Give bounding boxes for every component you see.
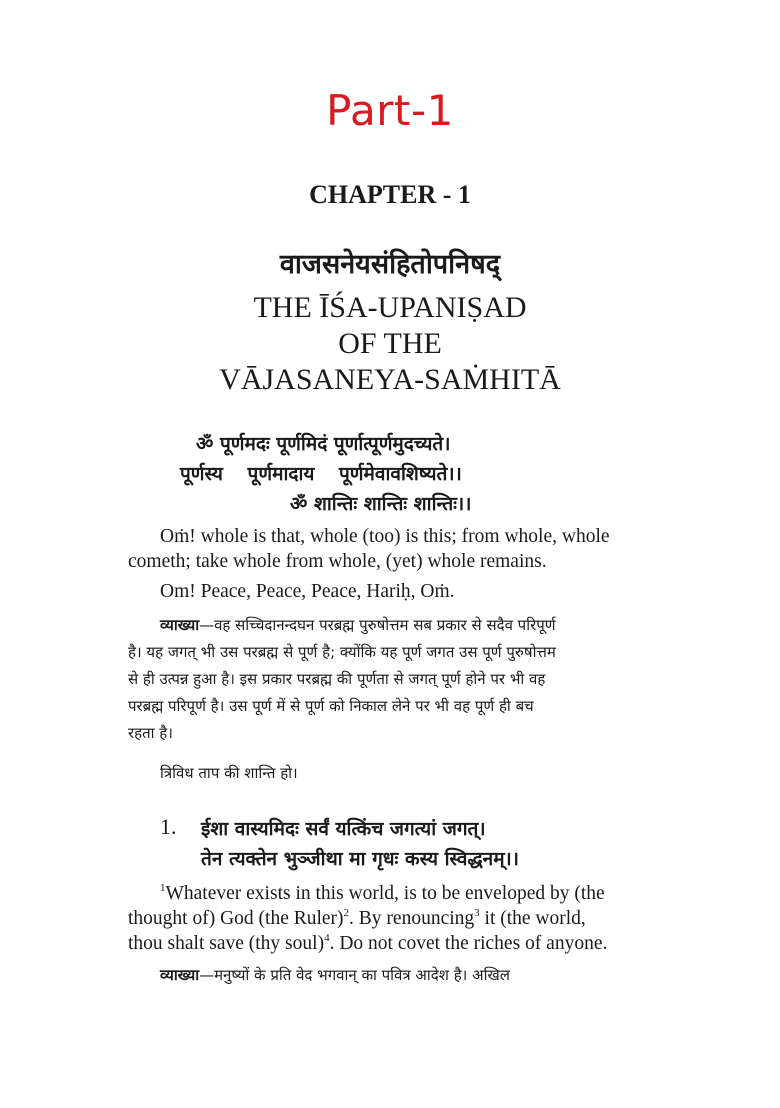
verse-translation-line-3	[128, 931, 607, 956]
commentary-line-4: परब्रह्म परिपूर्ण है। उस पूर्ण में से पूर्ण को निकाल लेने पर भी वह पूर्ण ही बच	[128, 697, 534, 715]
translation-text: thought of) God (the Ruler)	[128, 908, 344, 929]
translation-text: it (the world,	[479, 908, 586, 929]
commentary-text: —मनुष्यों के प्रति वेद भगवान् का पवित्र आदेश है। अखिल	[199, 966, 510, 984]
english-title-line-2: OF THE	[338, 327, 442, 360]
english-title-line-3: VĀJASANEYA-SAṀHITĀ	[219, 363, 561, 396]
footnote-marker: 1	[160, 882, 166, 894]
commentary-line-1	[160, 612, 556, 639]
verse-1-line-2: तेन त्यक्तेन भुञ्जीथा मा गृधः कस्य स्विद्धनम्।।	[201, 848, 519, 870]
verse-number: 1.	[160, 814, 177, 839]
footnote-marker: 4	[324, 932, 330, 944]
commentary-line-3: से ही उत्पन्न हुआ है। इस प्रकार परब्रह्म की पूर्णता से जगत् पूर्ण होने पर भी वह	[128, 670, 546, 688]
invocation-shloka-line-1: ॐ पूर्णमदः पूर्णमिदं पूर्णात्पूर्णमुदच्यते।	[196, 433, 451, 455]
commentary-label: व्याख्या	[160, 966, 200, 984]
translation-text: thou shalt save (thy soul)	[128, 933, 325, 954]
devanagari-title: वाजसनेयसंहितोपनिषद्	[279, 249, 501, 280]
translation-text: . By renouncing	[349, 908, 475, 929]
verse-translation-line-1	[160, 881, 605, 906]
verse-1-line-1: ईशा वास्यमिदः सर्वं यत्किंच जगत्यां जगत्।	[201, 818, 486, 840]
chapter-heading: CHAPTER - 1	[309, 180, 471, 209]
commentary-line-2: है। यह जगत् भी उस परब्रह्म से पूर्ण है; क्योंकि यह पूर्ण जगत उस पूर्ण पुरुषोत्तम	[128, 643, 556, 661]
invocation-shloka-line-2: पूर्णस्य पूर्णमादाय पूर्णमेवावशिष्यते।।	[180, 463, 462, 485]
commentary-label: व्याख्या	[160, 616, 200, 634]
english-title-line-1: THE ĪŚA-UPANIṢAD	[253, 291, 527, 324]
verse-translation-line-2	[128, 906, 586, 931]
commentary-line-5: रहता है।	[128, 724, 173, 742]
translation-text: . Do not covet the riches of anyone.	[329, 933, 608, 954]
footnote-marker: 3	[474, 907, 480, 919]
peace-line: त्रिविध ताप की शान्ति हो।	[160, 764, 298, 782]
invocation-shloka-line-3: ॐ शान्तिः शान्तिः शान्तिः।।	[290, 493, 472, 515]
translation-text: Whatever exists in this world, is to be enveloped by (the	[165, 883, 605, 904]
invocation-peace-translation: Om! Peace, Peace, Peace, Hariḥ, Oṁ.	[160, 581, 455, 602]
footnote-marker: 2	[343, 907, 350, 919]
part-title: Part-1	[326, 86, 454, 135]
commentary-text: —वह सच्चिदानन्दघन परब्रह्म पुरुषोत्तम सब प्रकार से सदैव परिपूर्ण	[199, 616, 556, 634]
verse-commentary-line-1	[160, 962, 510, 989]
invocation-translation-line-2: cometh; take whole from whole, (yet) whole remains.	[128, 551, 547, 572]
invocation-translation-line-1: Oṁ! whole is that, whole (too) is this; from whole, whole	[160, 526, 610, 547]
